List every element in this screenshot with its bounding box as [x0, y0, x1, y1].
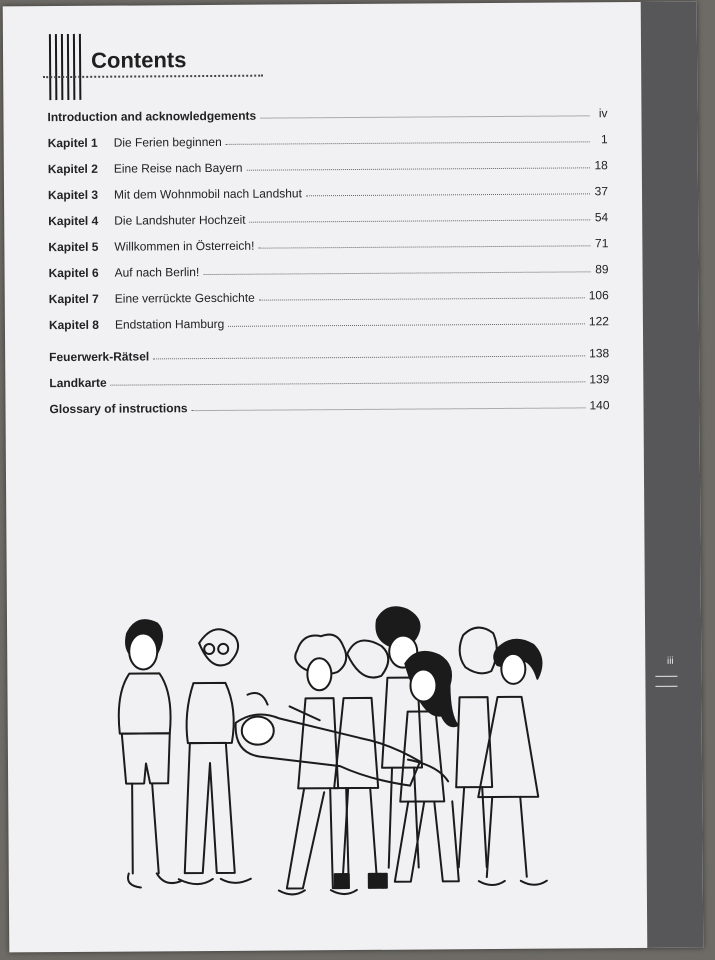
toc-page: 106 [588, 288, 609, 303]
dot-leader [228, 323, 585, 326]
page-title: Contents [90, 47, 187, 73]
dot-leader [203, 271, 590, 275]
toc-page: 140 [589, 398, 610, 413]
toc-title: Willkommen in Österreich! [114, 238, 255, 254]
toc-entry[interactable] [49, 310, 609, 332]
toc-page: 37 [594, 184, 609, 199]
toc-entry[interactable] [49, 342, 609, 364]
toc-title: Endstation Hamburg [114, 316, 225, 332]
toc-entry[interactable] [48, 128, 608, 150]
dot-leader [247, 167, 590, 170]
toc-page: 139 [589, 372, 610, 387]
toc-title: Introduction and acknowledgements [47, 108, 257, 125]
toc-entry[interactable] [48, 154, 608, 176]
kapitel-label: Kapitel 2 [47, 161, 98, 177]
document-page [3, 2, 704, 953]
toc-page: 122 [588, 314, 609, 329]
dot-leader [192, 407, 586, 411]
toc-title: Feuerwerk-Rätsel [49, 349, 150, 365]
title-underline [43, 75, 263, 79]
figure-dark-curly [376, 607, 422, 868]
toc-entry[interactable] [48, 258, 608, 280]
figure-bob-girl [477, 640, 547, 886]
show-through-text [326, 544, 331, 562]
figure-light-hair [455, 627, 498, 867]
toc-title: Die Landshuter Hochzeit [114, 212, 246, 228]
toc-title: Landkarte [49, 375, 107, 391]
dot-leader [259, 297, 585, 300]
toc-title: Mit dem Wohnmobil nach Landshut [113, 186, 302, 202]
toc-page: 54 [594, 210, 609, 225]
toc-entry[interactable] [48, 180, 608, 202]
dot-leader [111, 381, 586, 385]
kapitel-label: Kapitel 3 [47, 187, 99, 203]
side-band [641, 2, 704, 948]
kapitel-label: Kapitel 5 [48, 239, 99, 255]
figure-boy-glasses [177, 629, 251, 884]
dot-leader [153, 355, 585, 359]
figure-boy-left [118, 620, 181, 888]
kapitel-label: Kapitel 6 [48, 265, 99, 281]
kapitel-label: Kapitel 8 [48, 317, 99, 333]
toc-title: Eine Reise nach Bayern [113, 160, 243, 176]
dot-leader [306, 193, 590, 196]
page-number-rule [655, 676, 677, 677]
dot-leader [260, 115, 589, 118]
group-of-teenagers-illustration [107, 601, 559, 914]
dot-leader [226, 141, 590, 145]
toc-page: 18 [594, 158, 608, 173]
toc-page: 138 [589, 346, 610, 361]
toc-title: Auf nach Berlin! [114, 265, 200, 280]
toc-title: Die Ferien beginnen [113, 134, 222, 150]
page-number: iii [666, 655, 674, 667]
kapitel-label: Kapitel 7 [48, 291, 99, 307]
toc-entry[interactable] [47, 102, 607, 124]
toc-page: 71 [594, 236, 609, 251]
kapitel-label: Kapitel 1 [47, 135, 98, 151]
table-of-contents [47, 102, 610, 417]
toc-page: iv [598, 106, 608, 121]
toc-title: Eine verrückte Geschichte [114, 290, 255, 306]
page-number-rule [655, 686, 677, 687]
figure-ponytail-girl [393, 652, 459, 882]
dot-leader [258, 245, 590, 248]
toc-page: 1 [600, 132, 608, 147]
toc-title: Glossary of instructions [49, 401, 188, 417]
kapitel-label: Kapitel 4 [48, 213, 99, 229]
toc-entry[interactable] [49, 394, 609, 416]
toc-entry[interactable] [48, 232, 608, 254]
toc-entry[interactable] [49, 284, 609, 306]
toc-entry[interactable] [49, 368, 609, 390]
toc-page: 89 [595, 262, 609, 277]
toc-entry[interactable] [48, 206, 608, 228]
dot-leader [250, 219, 591, 222]
